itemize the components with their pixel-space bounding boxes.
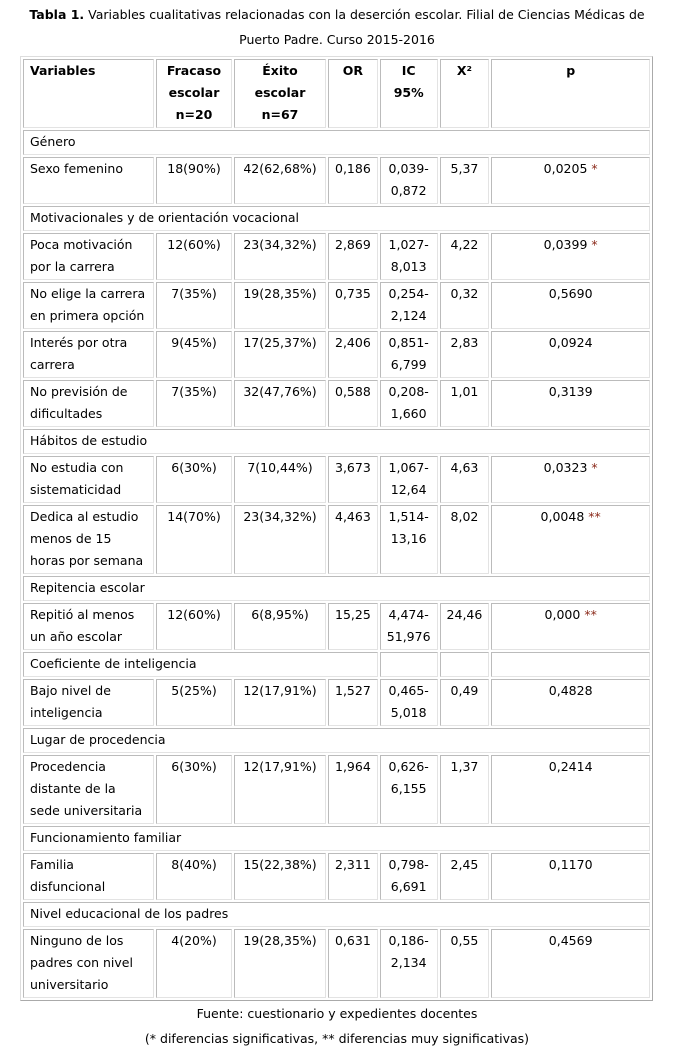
empty-cell (440, 652, 490, 677)
cell-value: 0,208-1,660 (388, 384, 429, 421)
or-cell (328, 380, 378, 427)
cell-value: 5,37 (450, 161, 479, 176)
fracaso-cell (156, 282, 232, 329)
cell-value: No previsión de dificultades (30, 384, 128, 421)
header-row (23, 59, 650, 128)
table-row (23, 157, 650, 204)
table-row (23, 853, 650, 900)
cell-value: 5(25%) (171, 683, 217, 698)
cell-value: 8(40%) (171, 857, 217, 872)
variable-cell (23, 929, 154, 998)
cell-value: No elige la carrera en primera opción (30, 286, 146, 323)
ic-cell (380, 755, 438, 824)
section-row (23, 826, 650, 851)
exito-cell (234, 233, 326, 280)
ic-cell (380, 603, 438, 650)
cell-value: 1,027-8,013 (388, 237, 429, 274)
exito-cell (234, 853, 326, 900)
table-row (23, 603, 650, 650)
section-row (23, 902, 650, 927)
exito-cell (234, 929, 326, 998)
cell-value: 0,186 (335, 161, 371, 176)
cell-value: 0,1170 (548, 857, 593, 872)
cell-value: 0,631 (335, 933, 371, 948)
table-row (23, 456, 650, 503)
table-note: (* diferencias significativas, ** diferencias muy significativas) (144, 1031, 530, 1046)
cell-value: 6(30%) (171, 460, 217, 475)
cell-value: 0,0399 (543, 237, 588, 252)
cell-value: 0,626-6,155 (388, 759, 429, 796)
cell-value: 0,49 (450, 683, 479, 698)
cell-value: 18(90%) (167, 161, 221, 176)
cell-value: 7(35%) (171, 286, 217, 301)
cell-value: 19(28,35%) (243, 286, 317, 301)
cell-value: 0,2414 (548, 759, 593, 774)
variable-cell (23, 679, 154, 726)
ic-cell (380, 929, 438, 998)
cell-value: 19(28,35%) (243, 933, 317, 948)
cell-value: 0,3139 (548, 384, 593, 399)
cell-value: 0,0048 (540, 509, 585, 524)
p-cell (491, 603, 650, 650)
variable-cell (23, 331, 154, 378)
significance-marker: * (591, 237, 598, 252)
cell-value: 2,869 (335, 237, 371, 252)
cell-value: 0,588 (335, 384, 371, 399)
ic-cell (380, 679, 438, 726)
exito-cell (234, 679, 326, 726)
cell-value: 0,465-5,018 (388, 683, 429, 720)
ic-cell (380, 282, 438, 329)
ic-cell (380, 505, 438, 574)
table-row (23, 755, 650, 824)
cell-value: 15,25 (335, 607, 371, 622)
fracaso-cell (156, 603, 232, 650)
cell-value: Dedica al estudio menos de 15 horas por semana (30, 509, 144, 568)
cell-value: Poca motivación por la carrera (30, 237, 133, 274)
or-cell (328, 929, 378, 998)
table-row (23, 929, 650, 998)
or-cell (328, 505, 378, 574)
cell-value: 0,0924 (548, 335, 593, 350)
cell-value: 2,83 (450, 335, 479, 350)
cell-value: 12(17,91%) (243, 683, 317, 698)
cell-value: 17(25,37%) (243, 335, 317, 350)
table-row (23, 380, 650, 427)
cell-value: 0,0323 (543, 460, 588, 475)
empty-cell (380, 652, 438, 677)
cell-value: 6(8,95%) (251, 607, 309, 622)
exito-cell (234, 603, 326, 650)
or-cell (328, 755, 378, 824)
fracaso-cell (156, 456, 232, 503)
chi2-cell (440, 380, 490, 427)
cell-value: 1,527 (335, 683, 371, 698)
cell-value: 23(34,32%) (243, 509, 317, 524)
fracaso-cell (156, 929, 232, 998)
variable-cell (23, 157, 154, 204)
cell-value: 0,0205 (543, 161, 588, 176)
p-cell (491, 331, 650, 378)
cell-value: 2,406 (335, 335, 371, 350)
table-row (23, 679, 650, 726)
cell-value: 4,22 (450, 237, 479, 252)
cell-value: 1,067-12,64 (388, 460, 429, 497)
significance-marker: ** (584, 607, 597, 622)
p-cell (491, 679, 650, 726)
p-cell (491, 157, 650, 204)
cell-value: 0,4569 (548, 933, 593, 948)
variable-cell (23, 282, 154, 329)
table-caption (0, 0, 674, 52)
fracaso-cell (156, 157, 232, 204)
variable-cell (23, 456, 154, 503)
ic-cell (380, 456, 438, 503)
table-row (23, 505, 650, 574)
cell-value: 0,735 (335, 286, 371, 301)
cell-value: 0,039-0,872 (388, 161, 429, 198)
section-label: Lugar de procedencia (23, 728, 650, 753)
variable-cell (23, 505, 154, 574)
p-cell (491, 282, 650, 329)
fracaso-cell (156, 233, 232, 280)
chi2-cell (440, 282, 490, 329)
ic-cell (380, 157, 438, 204)
cell-value: 4,474-51,976 (386, 607, 431, 644)
cell-value: 4,463 (335, 509, 371, 524)
cell-value: 1,01 (450, 384, 479, 399)
cell-value: 12(60%) (167, 237, 221, 252)
ic-cell (380, 233, 438, 280)
exito-cell (234, 380, 326, 427)
or-cell (328, 853, 378, 900)
caption-text: Variables cualitativas relacionadas con la deserción escolar. Filial de Ciencias Médicas de Puerto Padre. Curso 2015-2016 (84, 7, 645, 47)
cell-value: 15(22,38%) (243, 857, 317, 872)
significance-marker: * (591, 460, 598, 475)
cell-value: 0,000 (544, 607, 581, 622)
cell-value: Sexo femenino (30, 161, 123, 176)
chi2-cell (440, 157, 490, 204)
cell-value: 7(10,44%) (247, 460, 313, 475)
cell-value: 24,46 (446, 607, 483, 622)
cell-value: 1,37 (450, 759, 479, 774)
fracaso-cell (156, 331, 232, 378)
cell-value: Procedencia distante de la sede universitaria (30, 759, 143, 818)
table-row (23, 282, 650, 329)
exito-cell (234, 505, 326, 574)
section-label: Funcionamiento familiar (23, 826, 650, 851)
chi2-cell (440, 505, 490, 574)
column-header: Fracaso escolar n=20 (156, 59, 232, 128)
significance-marker: ** (588, 509, 601, 524)
variable-cell (23, 755, 154, 824)
cell-value: 6(30%) (171, 759, 217, 774)
chi2-cell (440, 679, 490, 726)
cell-value: 0,32 (450, 286, 479, 301)
p-cell (491, 755, 650, 824)
cell-value: 0,798-6,691 (388, 857, 429, 894)
section-label: Hábitos de estudio (23, 429, 650, 454)
chi2-cell (440, 331, 490, 378)
cell-value: Interés por otra carrera (30, 335, 128, 372)
cell-value: 4(20%) (171, 933, 217, 948)
section-row (23, 728, 650, 753)
variable-cell (23, 603, 154, 650)
chi2-cell (440, 853, 490, 900)
section-row (23, 206, 650, 231)
cell-value: Repitió al menos un año escolar (30, 607, 135, 644)
cell-value: 0,5690 (548, 286, 593, 301)
chi2-cell (440, 755, 490, 824)
cell-value: 0,254-2,124 (388, 286, 429, 323)
cell-value: 23(34,32%) (243, 237, 317, 252)
fracaso-cell (156, 380, 232, 427)
cell-value: 9(45%) (171, 335, 217, 350)
p-cell (491, 929, 650, 998)
variable-cell (23, 233, 154, 280)
cell-value: 12(60%) (167, 607, 221, 622)
column-header: p (491, 59, 650, 128)
chi2-cell (440, 603, 490, 650)
variable-cell (23, 380, 154, 427)
fracaso-cell (156, 853, 232, 900)
variable-cell (23, 853, 154, 900)
cell-value: 0,186-2,134 (388, 933, 429, 970)
table-source: Fuente: cuestionario y expedientes docentes (196, 1006, 478, 1021)
section-label: Coeficiente de inteligencia (23, 652, 378, 677)
chi2-cell (440, 929, 490, 998)
section-row (23, 652, 650, 677)
p-cell (491, 456, 650, 503)
section-row (23, 130, 650, 155)
section-label: Género (23, 130, 650, 155)
section-label: Motivacionales y de orientación vocacional (23, 206, 650, 231)
or-cell (328, 233, 378, 280)
or-cell (328, 157, 378, 204)
cell-value: 14(70%) (167, 509, 221, 524)
section-label: Repitencia escolar (23, 576, 650, 601)
fracaso-cell (156, 505, 232, 574)
column-header: Éxito escolar n=67 (234, 59, 326, 128)
table-row (23, 233, 650, 280)
cell-value: 32(47,76%) (243, 384, 317, 399)
p-cell (491, 505, 650, 574)
or-cell (328, 603, 378, 650)
cell-value: Ninguno de los padres con nivel universitario (30, 933, 133, 992)
cell-value: No estudia con sistematicidad (30, 460, 124, 497)
cell-value: 1,514-13,16 (388, 509, 429, 546)
cell-value: 7(35%) (171, 384, 217, 399)
empty-cell (491, 652, 650, 677)
significance-marker: * (591, 161, 598, 176)
column-header: OR (328, 59, 378, 128)
ic-cell (380, 853, 438, 900)
cell-value: 42(62,68%) (243, 161, 317, 176)
data-table (20, 56, 653, 1001)
or-cell (328, 679, 378, 726)
table-row (23, 331, 650, 378)
chi2-cell (440, 456, 490, 503)
cell-value: Familia disfuncional (30, 857, 106, 894)
section-label: Nivel educacional de los padres (23, 902, 650, 927)
fracaso-cell (156, 679, 232, 726)
section-row (23, 429, 650, 454)
or-cell (328, 331, 378, 378)
or-cell (328, 282, 378, 329)
cell-value: 8,02 (450, 509, 479, 524)
p-cell (491, 380, 650, 427)
ic-cell (380, 331, 438, 378)
cell-value: 0,55 (450, 933, 479, 948)
exito-cell (234, 755, 326, 824)
cell-value: 12(17,91%) (243, 759, 317, 774)
column-header: Variables (23, 59, 154, 128)
exito-cell (234, 456, 326, 503)
chi2-cell (440, 233, 490, 280)
caption-label: Tabla 1. (29, 7, 85, 22)
exito-cell (234, 157, 326, 204)
ic-cell (380, 380, 438, 427)
cell-value: 2,45 (450, 857, 479, 872)
column-header: X² (440, 59, 490, 128)
or-cell (328, 456, 378, 503)
cell-value: 0,4828 (548, 683, 593, 698)
fracaso-cell (156, 755, 232, 824)
exito-cell (234, 282, 326, 329)
cell-value: 3,673 (335, 460, 371, 475)
p-cell (491, 233, 650, 280)
column-header: IC 95% (380, 59, 438, 128)
cell-value: 0,851-6,799 (388, 335, 429, 372)
cell-value: 4,63 (450, 460, 479, 475)
exito-cell (234, 331, 326, 378)
cell-value: 1,964 (335, 759, 371, 774)
cell-value: Bajo nivel de inteligencia (30, 683, 111, 720)
p-cell (491, 853, 650, 900)
section-row (23, 576, 650, 601)
cell-value: 2,311 (335, 857, 371, 872)
